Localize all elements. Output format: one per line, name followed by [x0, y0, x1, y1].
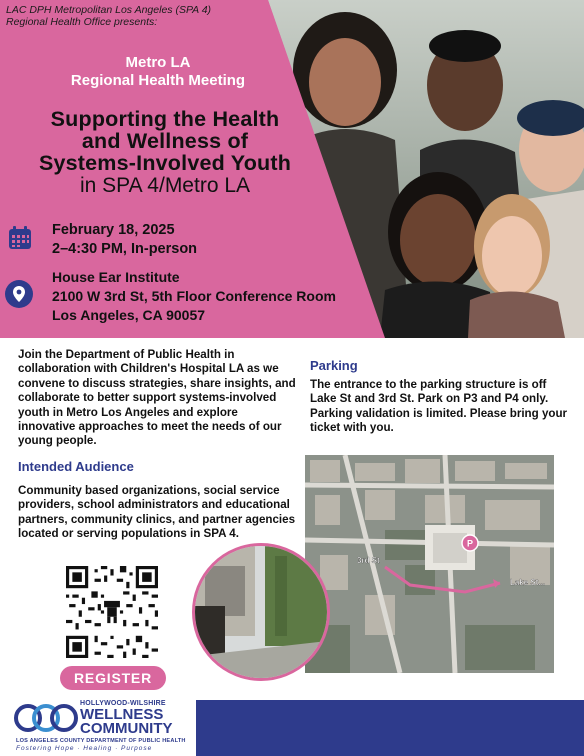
audience-paragraph: Community based organizations, social service providers, school administrators and educational partners, community clinics, and partner agencies located or serving populations in SPA 4.	[18, 484, 296, 541]
meeting-name	[18, 54, 298, 90]
banner-text	[0, 0, 584, 338]
title-line-1: Supporting the Health	[50, 107, 280, 131]
event-title	[10, 108, 320, 174]
logo-tagline: Fostering Hope · Healing · Purpose	[16, 745, 153, 752]
intro-paragraph: Join the Department of Public Health in collaboration with Children's Hospital LA as we convene to discuss strategies, share insights, and collaborate to better support systems-involved youth in Metro Los Angeles and explore innovative approaches to meet the needs of our young people.	[18, 348, 296, 448]
location-pin-icon	[5, 280, 33, 308]
aerial-map	[305, 455, 554, 673]
event-address-line-2: Los Angeles, CA 90057	[52, 307, 206, 323]
register-button[interactable]: REGISTER	[60, 666, 166, 690]
presenter-credit	[6, 4, 211, 28]
svg-text:P: P	[466, 538, 474, 549]
event-date: February 18, 2025	[52, 222, 175, 238]
parking-heading: Parking	[310, 358, 358, 373]
logo-department: LOS ANGELES COUNTY DEPARTMENT OF PUBLIC HEALTH	[16, 738, 186, 744]
parking-marker-icon	[462, 535, 478, 551]
event-address-line-1: 2100 W 3rd St, 5th Floor Conference Room	[52, 288, 336, 304]
map-label-lake-st: Lake St...	[510, 578, 546, 587]
calendar-icon	[8, 226, 32, 250]
event-subtitle: in SPA 4/Metro LA	[79, 174, 251, 197]
meeting-line-2: Regional Health Meeting	[70, 72, 246, 89]
event-datetime	[52, 221, 197, 259]
audience-heading: Intended Audience	[18, 459, 134, 474]
parking-paragraph: The entrance to the parking structure is off Lake St and 3rd St. Park on P3 and P4 only. Parking validation is limited. Please bring your ticket with you.	[310, 378, 568, 435]
title-line-3: Systems-Involved Youth	[38, 151, 292, 175]
title-line-2: and Wellness of	[81, 129, 249, 153]
presenter-line-1: LAC DPH Metropolitan Los Angeles (SPA 4)	[6, 4, 212, 16]
hero-banner	[0, 0, 584, 338]
qr-code-icon[interactable]	[66, 566, 158, 658]
logo-community: COMMUNITY	[80, 720, 173, 737]
logo-region: HOLLYWOOD-WILSHIRE	[80, 700, 166, 707]
event-venue: House Ear Institute	[52, 269, 180, 285]
map-label-3rd-st: 3rd St	[357, 556, 380, 565]
logo-wellness: WELLNESS	[80, 706, 164, 723]
meeting-line-1: Metro LA	[125, 54, 191, 71]
event-time: 2–4:30 PM, In-person	[52, 241, 198, 257]
footer-band	[196, 700, 584, 756]
presenter-line-2: Regional Health Office presents:	[6, 16, 158, 28]
building-photo	[192, 543, 330, 681]
event-location	[52, 268, 336, 325]
